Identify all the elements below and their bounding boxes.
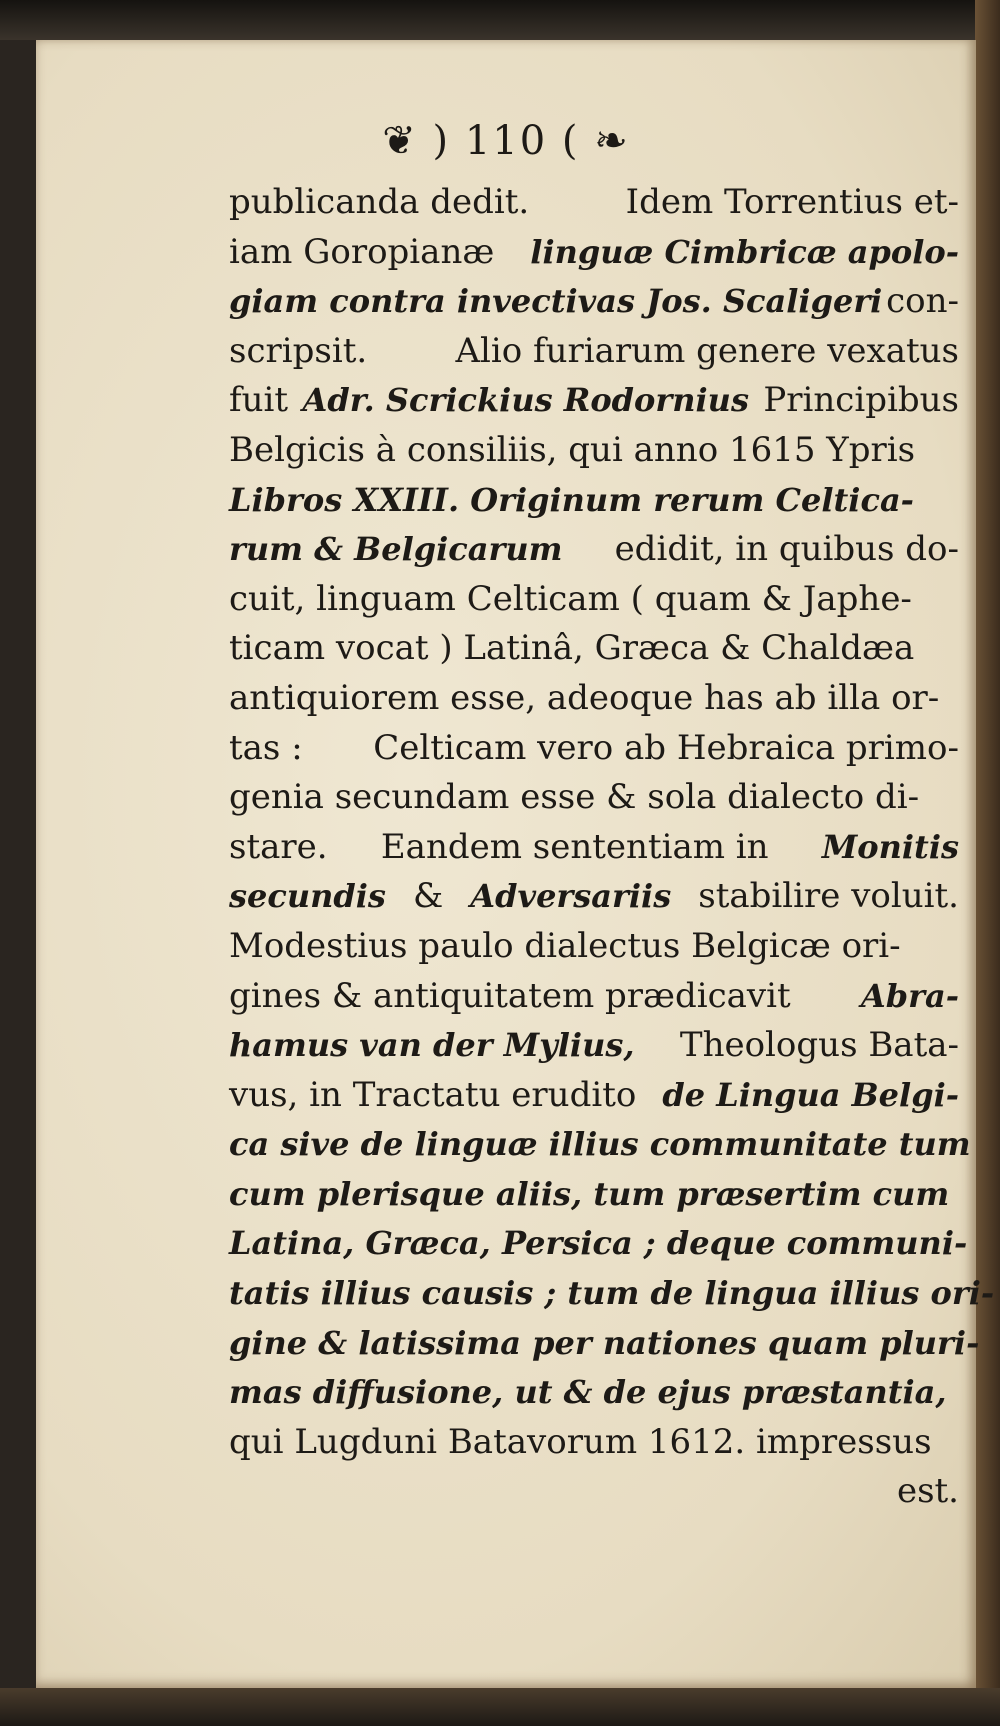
book-page <box>36 40 995 1688</box>
text-line <box>229 972 959 1022</box>
text-line <box>229 1269 995 1319</box>
text-line <box>229 624 959 674</box>
page-header <box>36 118 976 164</box>
italic-segment: linguæ Cimbricæ apolo- <box>530 232 959 271</box>
italic-segment: Latina, Græca, Persica ; deque communi- <box>229 1224 968 1263</box>
text-line <box>229 1071 959 1121</box>
scan-edge-top <box>0 0 1000 40</box>
text-line <box>229 724 959 774</box>
text-line <box>229 823 959 873</box>
text-segment: scripsit. <box>229 330 368 371</box>
text-segment: con- <box>886 281 959 322</box>
text-segment: Theologus Bata- <box>679 1025 959 1066</box>
text-segment: Idem Torrentius et- <box>625 182 959 222</box>
italic-segment: gine & latissima per nationes quam pluri- <box>229 1323 980 1362</box>
text-segment: fuit <box>229 380 289 421</box>
text-segment: Modestius paulo dialectus Belgicæ ori- <box>229 925 901 966</box>
text-segment: edidit, in quibus do- <box>614 529 959 570</box>
text-segment: publicanda dedit. <box>229 182 530 222</box>
text-segment: Celticam vero ab Hebraica primo- <box>373 727 959 768</box>
scan-edge-right <box>975 0 1000 1726</box>
text-line <box>229 1120 971 1170</box>
text-line <box>229 1170 959 1220</box>
scan-edge-bottom <box>0 1688 1000 1726</box>
text-line <box>229 525 959 575</box>
text-line <box>229 1319 980 1369</box>
text-segment: & <box>412 876 444 917</box>
text-segment: Alio furiarum genere vexatus <box>455 330 959 371</box>
text-line <box>229 426 959 476</box>
italic-segment: hamus van der Mylius, <box>229 1026 635 1065</box>
text-segment: gines & antiquitatem prædicavit <box>229 975 791 1016</box>
text-segment: vus, in Tractatu erudito <box>229 1074 637 1115</box>
page-number: ) 110 ( <box>432 118 580 164</box>
text-line <box>229 1467 959 1517</box>
italic-segment: cum plerisque aliis, tum præsertim cum <box>229 1174 950 1213</box>
italic-segment: rum & Belgicarum <box>229 530 563 569</box>
italic-segment: tatis illius causis ; tum de lingua illius ori- <box>229 1274 995 1313</box>
italic-segment: Adversariis <box>470 877 672 916</box>
text-line <box>229 575 959 625</box>
text-segment: stabilire voluit. <box>698 876 959 917</box>
text-line <box>229 674 959 724</box>
text-segment: tas : <box>229 727 303 768</box>
text-line <box>229 228 959 278</box>
text-segment: Principibus <box>763 380 959 421</box>
text-segment: antiquiorem esse, adeoque has ab illa or- <box>229 677 940 718</box>
text-segment: qui Lugduni Batavorum 1612. impressus <box>229 1421 932 1462</box>
text-line <box>229 376 959 426</box>
italic-segment: secundis <box>229 877 386 916</box>
text-segment: stare. <box>229 826 328 867</box>
text-segment: Eandem sententiam in <box>380 826 769 867</box>
italic-segment: de Lingua Belgi- <box>662 1075 959 1114</box>
text-line <box>229 1368 959 1418</box>
italic-segment: Adr. Scrickius Rodornius <box>302 381 749 420</box>
italic-segment: Monitis <box>821 827 959 866</box>
text-segment: ticam vocat ) Latinâ, Græca & Chaldæa <box>229 628 915 669</box>
text-line <box>229 1021 959 1071</box>
text-segment: cuit, linguam Celticam ( quam & Japhe- <box>229 578 912 619</box>
text-line <box>229 277 959 327</box>
text-line <box>229 872 959 922</box>
text-line <box>229 1418 959 1468</box>
right-ornament-icon: ❧ <box>594 118 630 164</box>
text-line <box>229 922 959 972</box>
text-segment: iam Goropianæ <box>229 231 495 272</box>
text-segment: est. <box>896 1471 959 1512</box>
page-text <box>229 178 995 1517</box>
italic-segment: mas diffusione, ut & de ejus præstantia, <box>229 1373 947 1412</box>
italic-segment: ca sive de linguæ illius communitate tum <box>229 1125 971 1164</box>
italic-segment: giam contra invectivas Jos. Scaligeri <box>229 282 883 321</box>
text-segment: genia secundam esse & sola dialecto di- <box>229 777 920 818</box>
left-ornament-icon: ❦ <box>382 118 418 164</box>
text-segment: Belgicis à consiliis, qui anno 1615 Ypris <box>229 429 916 470</box>
text-line <box>229 327 959 377</box>
text-line <box>229 773 959 823</box>
text-line <box>229 178 959 228</box>
italic-segment: Libros XXIII. Originum rerum Celtica- <box>229 480 914 519</box>
italic-segment: Abra- <box>860 976 959 1015</box>
text-line <box>229 476 959 526</box>
text-line <box>229 1219 968 1269</box>
